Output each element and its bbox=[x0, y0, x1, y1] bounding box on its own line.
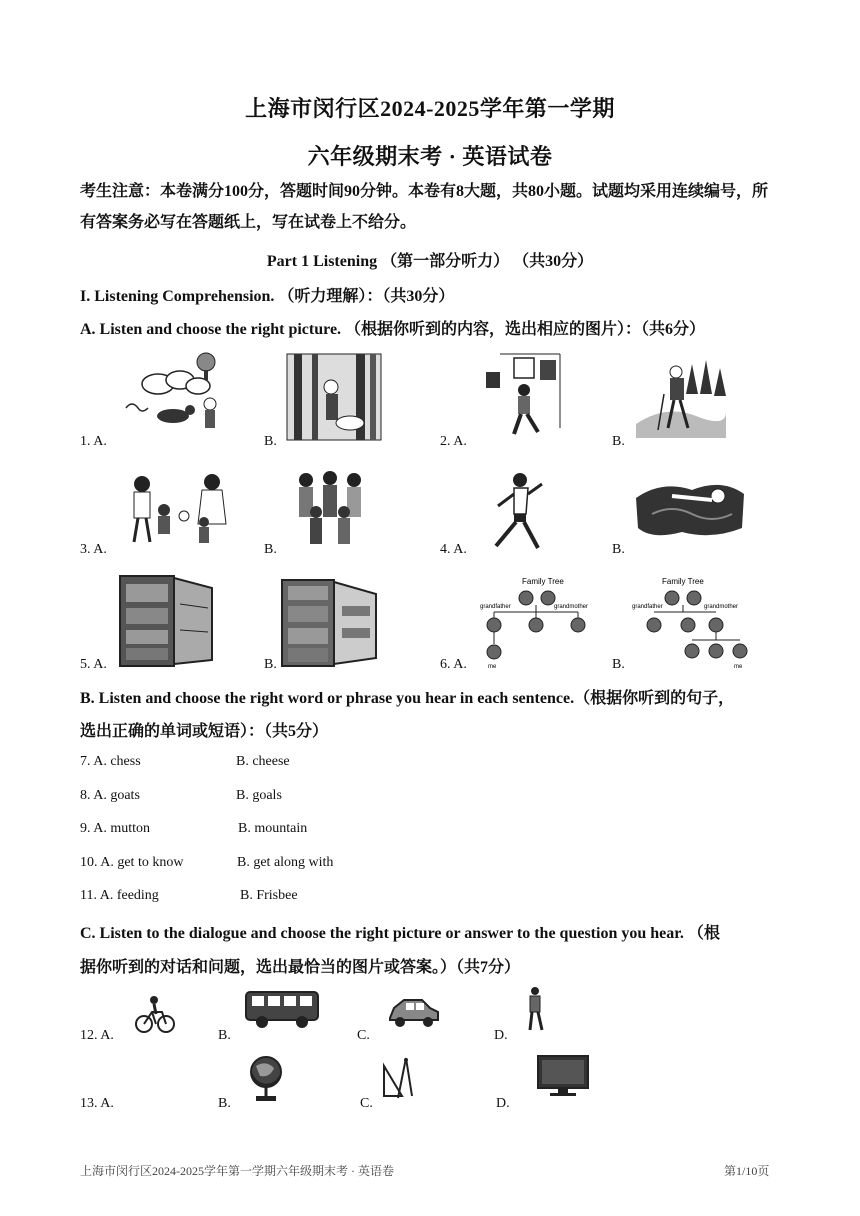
q6a-grandmother-label: grandmother bbox=[554, 604, 589, 610]
q13-option-d-label: D. bbox=[496, 1096, 510, 1111]
q13-picture-b-globe-icon bbox=[248, 1054, 284, 1104]
q13-option-a-label: 13. A. bbox=[80, 1096, 114, 1111]
q9-option-a: 9. A. mutton bbox=[80, 821, 151, 836]
q12-picture-d-walking-icon bbox=[524, 986, 546, 1032]
q3-option-a-label: 3. A. bbox=[80, 542, 107, 557]
q12-picture-b-bus-icon bbox=[244, 988, 320, 1030]
section-c-heading-line1: C. Listen to the dialogue and choose the right picture or answer to the question you hear. （根 bbox=[80, 925, 720, 942]
section-b-heading-line1: B. Listen and choose the right word or phrase you hear in each sentence.（根据你听到的句子， bbox=[80, 690, 735, 707]
q12-option-b-label: B. bbox=[218, 1028, 231, 1043]
q2-option-a-label: 2. A. bbox=[440, 434, 467, 449]
q13-picture-c-ruler-compass-icon bbox=[380, 1056, 414, 1102]
q6-option-a-label: 6. A. bbox=[440, 657, 467, 672]
q6a-tree-title: Family Tree bbox=[522, 577, 564, 586]
q4-option-b-label: B. bbox=[612, 542, 625, 557]
q10-option-b: B. get along with bbox=[237, 855, 334, 870]
section-c-heading-line2: 据你听到的对话和问题，选出最恰当的图片或答案。）（共7分） bbox=[80, 959, 521, 976]
q3-picture-a-kids-ball bbox=[120, 470, 236, 550]
q8-option-b: B. goals bbox=[236, 788, 282, 803]
q1-picture-a-sheep-dog bbox=[118, 346, 228, 438]
q11-option-a: 11. A. feeding bbox=[80, 888, 159, 903]
exam-title-line1: 上海市闵行区2024-2025学年第一学期 bbox=[245, 96, 615, 121]
q6-option-b-label: B. bbox=[612, 657, 625, 672]
section-b-heading-line2: 选出正确的单词或短语）：（共5分） bbox=[80, 723, 329, 740]
q7-option-a: 7. A. chess bbox=[80, 754, 141, 769]
q12-option-a-label: 12. A. bbox=[80, 1028, 114, 1043]
q12-option-d-label: D. bbox=[494, 1028, 508, 1043]
q13-option-c-label: C. bbox=[360, 1096, 373, 1111]
q9-option-b: B. mountain bbox=[238, 821, 308, 836]
part1-heading: Part 1 Listening （第一部分听力） （共30分） bbox=[266, 253, 594, 270]
q12-option-c-label: C. bbox=[357, 1028, 370, 1043]
q8-option-a: 8. A. goats bbox=[80, 788, 140, 803]
q6a-me-label: me bbox=[488, 664, 497, 670]
q4-picture-b-swimmer bbox=[632, 474, 750, 544]
q6b-grandmother-label: grandmother bbox=[704, 604, 739, 610]
q13-picture-d-monitor-icon bbox=[536, 1054, 590, 1098]
q13-option-b-label: B. bbox=[218, 1096, 231, 1111]
footer-page-number: 第1/10页 bbox=[724, 1164, 770, 1178]
q1-option-a-label: 1. A. bbox=[80, 434, 107, 449]
q5-option-b-label: B. bbox=[264, 657, 277, 672]
q3-picture-b-family bbox=[292, 470, 372, 550]
q7-option-b: B. cheese bbox=[236, 754, 290, 769]
q6-picture-b-family-tree bbox=[632, 574, 750, 670]
q5-picture-b-fridge bbox=[280, 578, 380, 668]
q11-option-b: B. Frisbee bbox=[240, 888, 298, 903]
exam-title-line2: 六年级期末考 · 英语试卷 bbox=[307, 144, 553, 169]
q5-picture-a-fridge bbox=[118, 574, 214, 668]
q3-option-b-label: B. bbox=[264, 542, 277, 557]
q1-picture-b-forest-dog bbox=[286, 353, 382, 441]
q1-option-b-label: B. bbox=[264, 434, 277, 449]
q6b-me-label: me bbox=[734, 664, 743, 670]
q2-picture-a-walking-boy bbox=[484, 348, 562, 440]
q10-option-a: 10. A. get to know bbox=[80, 855, 184, 870]
q6b-tree-title: Family Tree bbox=[662, 577, 704, 586]
q2-option-b-label: B. bbox=[612, 434, 625, 449]
section-i-heading: I. Listening Comprehension. （听力理解）：（共30分） bbox=[80, 288, 455, 305]
q6a-grandfather-label: grandfather bbox=[480, 604, 511, 610]
q4-option-a-label: 4. A. bbox=[440, 542, 467, 557]
q6b-grandfather-label: grandfather bbox=[632, 604, 663, 610]
exam-notice: 考生注意：本卷满分100分，答题时间90分钟。本卷有8大题，共80小题。试题均采用连续编号，所有答案务必写在答题纸上，写在试卷上不给分。 bbox=[80, 183, 769, 231]
q4-picture-a-runner bbox=[488, 470, 548, 552]
q5-option-a-label: 5. A. bbox=[80, 657, 107, 672]
q2-picture-b-hiker bbox=[636, 354, 726, 438]
footer-exam-name: 上海市闵行区2024-2025学年第一学期六年级期末考 · 英语卷 bbox=[80, 1164, 394, 1178]
q6-picture-a-family-tree bbox=[478, 574, 590, 670]
q12-picture-a-bicycle-icon bbox=[134, 992, 176, 1034]
q12-picture-c-car-icon bbox=[386, 994, 440, 1030]
section-a-heading: A. Listen and choose the right picture. （根据你听到的内容，选出相应的图片）：（共6分） bbox=[80, 321, 706, 338]
